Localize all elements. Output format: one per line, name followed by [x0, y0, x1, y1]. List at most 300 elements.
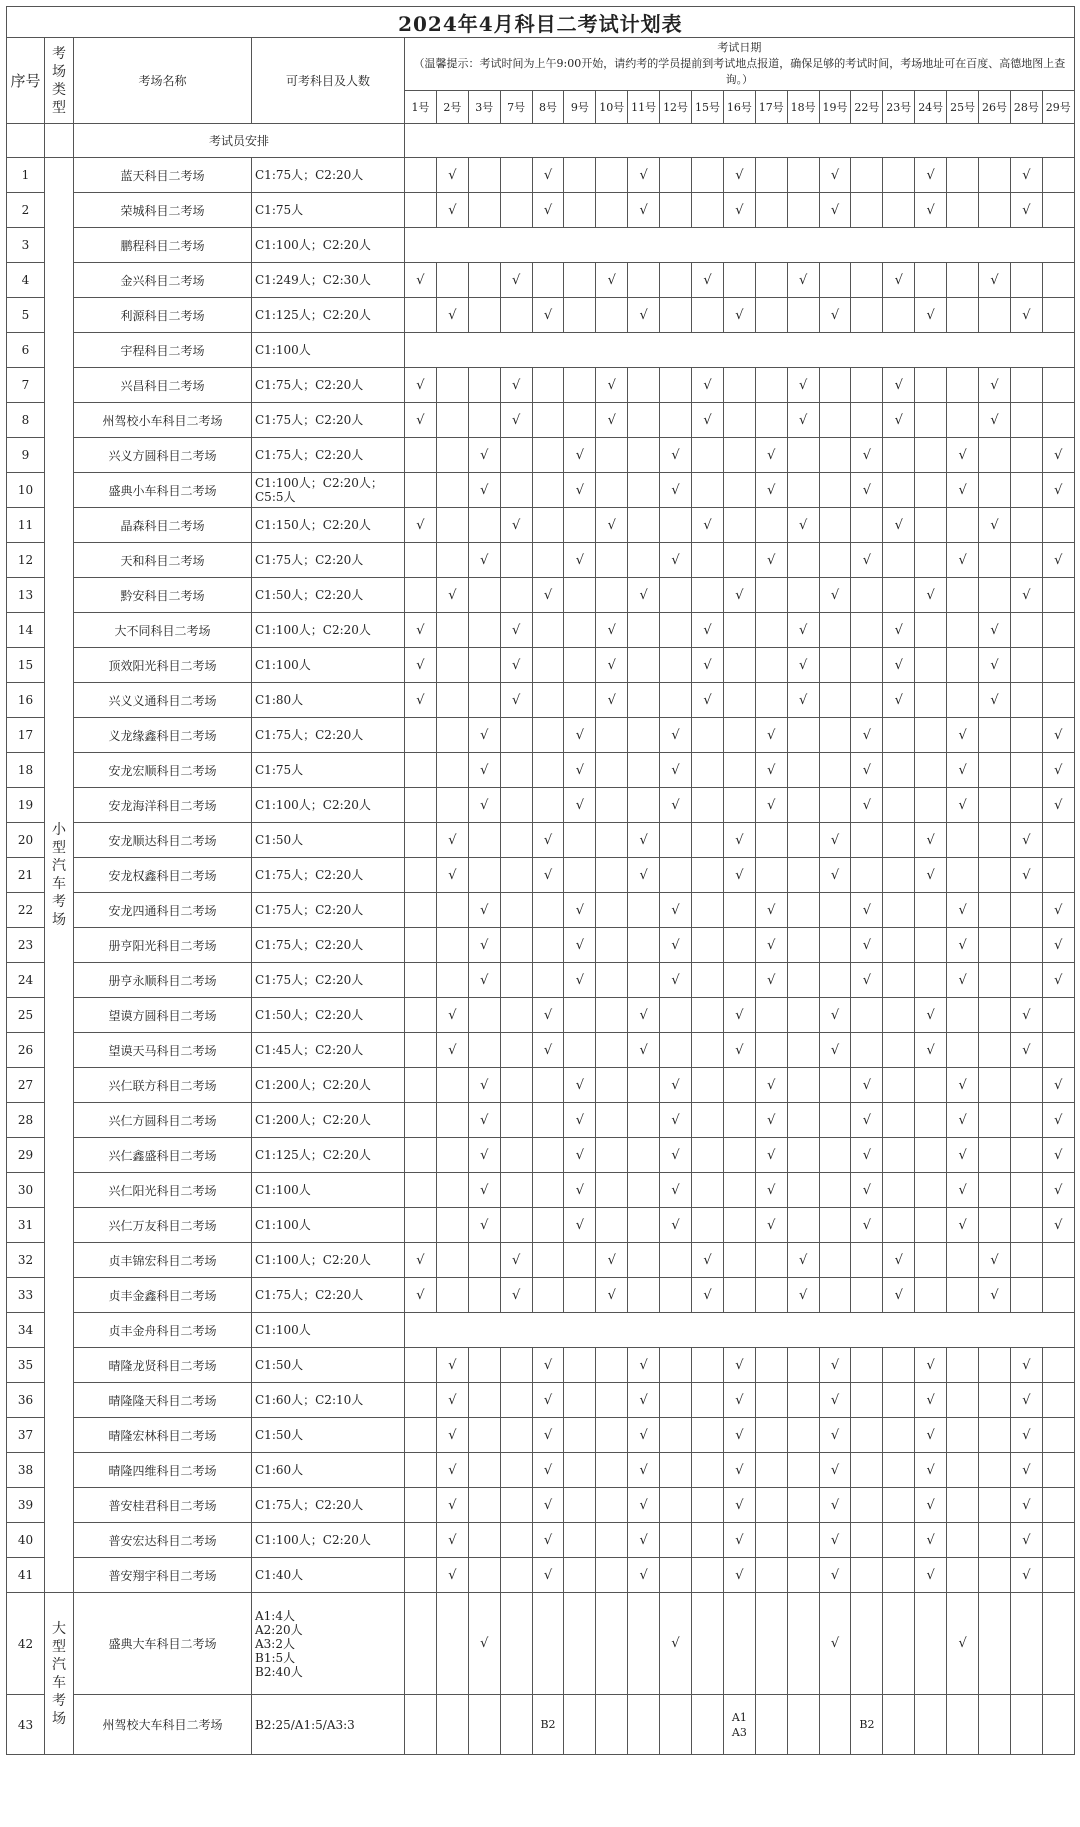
- date-cell: [660, 858, 692, 893]
- check-mark: √: [692, 683, 724, 718]
- date-cell: [596, 1453, 628, 1488]
- date-cell: [628, 403, 660, 438]
- check-mark: √: [660, 1593, 692, 1695]
- date-cell: [1042, 1348, 1074, 1383]
- check-mark: √: [787, 508, 819, 543]
- date-cell: [883, 1068, 915, 1103]
- check-mark: √: [819, 1348, 851, 1383]
- date-cell: [596, 823, 628, 858]
- date-cell: [979, 1173, 1011, 1208]
- date-cell: [596, 788, 628, 823]
- date-cell: [596, 1208, 628, 1243]
- check-mark: √: [915, 1453, 947, 1488]
- date-cell: [660, 1488, 692, 1523]
- date-cell: [787, 788, 819, 823]
- check-mark: √: [915, 1523, 947, 1558]
- date-cell: [405, 718, 437, 753]
- date-cell: [500, 1068, 532, 1103]
- date-cell: [915, 928, 947, 963]
- date-cell: [851, 1558, 883, 1593]
- check-mark: √: [1010, 1523, 1042, 1558]
- date-cell: [468, 1523, 500, 1558]
- row-number: 9: [7, 438, 45, 473]
- date-cell: [660, 368, 692, 403]
- table-row: [7, 1523, 1075, 1558]
- date-cell: [883, 1488, 915, 1523]
- date-cell: [532, 368, 564, 403]
- date-cell: [532, 963, 564, 998]
- date-cell: [915, 893, 947, 928]
- date-cell: [532, 893, 564, 928]
- date-cell: [755, 1695, 787, 1755]
- date-cell: [979, 858, 1011, 893]
- date-cell: [564, 858, 596, 893]
- table-row: [7, 718, 1075, 753]
- check-mark: √: [787, 403, 819, 438]
- check-mark: √: [468, 928, 500, 963]
- row-number: 1: [7, 158, 45, 193]
- date-cell: [500, 1173, 532, 1208]
- table-row: [7, 578, 1075, 613]
- date-cell: [787, 1173, 819, 1208]
- check-mark: √: [436, 193, 468, 228]
- date-cell: [405, 1173, 437, 1208]
- date-cell: [755, 1593, 787, 1695]
- venue-seats: C1:75人；C2:20人: [252, 368, 405, 403]
- date-cell: [660, 263, 692, 298]
- check-mark: √: [851, 473, 883, 508]
- check-mark: √: [405, 403, 437, 438]
- table-row: [7, 648, 1075, 683]
- date-cell: [979, 1488, 1011, 1523]
- date-cell: [405, 1138, 437, 1173]
- date-cell: [692, 1173, 724, 1208]
- date-cell: [692, 1418, 724, 1453]
- check-mark: √: [436, 578, 468, 613]
- date-cell: [436, 263, 468, 298]
- date-cell: [723, 893, 755, 928]
- date-cell: [915, 718, 947, 753]
- check-mark: √: [915, 578, 947, 613]
- date-cell: [1042, 1243, 1074, 1278]
- check-mark: √: [500, 263, 532, 298]
- date-cell: [915, 648, 947, 683]
- check-mark: √: [500, 508, 532, 543]
- date-cell: [596, 1103, 628, 1138]
- check-mark: √: [1010, 1488, 1042, 1523]
- table-row: [7, 403, 1075, 438]
- date-cell: [692, 928, 724, 963]
- check-mark: √: [405, 613, 437, 648]
- venue-name: 州驾校小车科目二考场: [74, 403, 252, 438]
- venue-seats: C1:75人；C2:20人: [252, 928, 405, 963]
- check-mark: √: [755, 1068, 787, 1103]
- date-cell: [787, 1558, 819, 1593]
- date-cell: [1042, 858, 1074, 893]
- check-mark: √: [915, 298, 947, 333]
- venue-seats: C1:50人；C2:20人: [252, 998, 405, 1033]
- examiner-cells: [405, 124, 1075, 158]
- date-cell: [468, 1453, 500, 1488]
- date-cell: [405, 858, 437, 893]
- date-cell: [947, 1695, 979, 1755]
- venue-name: 宇程科目二考场: [74, 333, 252, 368]
- date-cell: [436, 613, 468, 648]
- check-mark: √: [436, 298, 468, 333]
- date-cell: [405, 438, 437, 473]
- date-cell: [1010, 928, 1042, 963]
- date-cell: [1010, 1278, 1042, 1313]
- check-mark: √: [1010, 1453, 1042, 1488]
- check-mark: √: [1010, 1033, 1042, 1068]
- check-mark: √: [915, 193, 947, 228]
- date-cell: [405, 1523, 437, 1558]
- date-cell: [692, 1208, 724, 1243]
- check-mark: √: [979, 1278, 1011, 1313]
- header-seq: 序号: [7, 38, 45, 124]
- date-cell: [787, 1418, 819, 1453]
- date-cell: [468, 998, 500, 1033]
- date-cell: [947, 578, 979, 613]
- check-mark: √: [819, 298, 851, 333]
- venue-type-cell: 小 型 汽 车 考 场: [45, 158, 74, 1593]
- date-cell: [1042, 1383, 1074, 1418]
- date-cell: [500, 753, 532, 788]
- date-cell: [660, 1348, 692, 1383]
- date-cell: [628, 1278, 660, 1313]
- date-cell: [947, 1278, 979, 1313]
- check-mark: √: [819, 1383, 851, 1418]
- check-mark: √: [947, 1173, 979, 1208]
- row-number: 14: [7, 613, 45, 648]
- check-mark: √: [628, 998, 660, 1033]
- date-cell: [851, 1278, 883, 1313]
- check-mark: √: [468, 438, 500, 473]
- date-cell: [692, 438, 724, 473]
- date-cell: [883, 1453, 915, 1488]
- date-cell: [468, 1348, 500, 1383]
- date-cell: [405, 1383, 437, 1418]
- date-cell: [883, 1558, 915, 1593]
- date-cell: [660, 1695, 692, 1755]
- check-mark: √: [532, 1383, 564, 1418]
- date-cell: B2: [532, 1695, 564, 1755]
- date-cell: [723, 508, 755, 543]
- date-cell: [1042, 403, 1074, 438]
- date-cell: [405, 1488, 437, 1523]
- table-row: [7, 263, 1075, 298]
- check-mark: √: [787, 648, 819, 683]
- date-cell: [692, 543, 724, 578]
- check-mark: √: [851, 1068, 883, 1103]
- check-mark: √: [851, 1173, 883, 1208]
- date-cell: [692, 998, 724, 1033]
- date-cell: [723, 788, 755, 823]
- check-mark: √: [851, 893, 883, 928]
- header-seats: 可考科目及人数: [252, 38, 405, 124]
- date-cell: [947, 1558, 979, 1593]
- date-cell: [1010, 508, 1042, 543]
- check-mark: √: [628, 1418, 660, 1453]
- table-row: [7, 298, 1075, 333]
- check-mark: √: [979, 508, 1011, 543]
- venue-seats: C1:249人；C2:30人: [252, 263, 405, 298]
- date-cell: [1042, 1418, 1074, 1453]
- check-mark: √: [851, 753, 883, 788]
- check-mark: √: [755, 753, 787, 788]
- venue-name: 金兴科目二考场: [74, 263, 252, 298]
- date-cell: [660, 193, 692, 228]
- check-mark: √: [405, 368, 437, 403]
- check-mark: √: [947, 928, 979, 963]
- date-cell: [787, 543, 819, 578]
- venue-seats: C1:50人；C2:20人: [252, 578, 405, 613]
- date-cell: [405, 1348, 437, 1383]
- date-cell: [500, 1418, 532, 1453]
- check-mark: √: [1010, 298, 1042, 333]
- check-mark: √: [1010, 158, 1042, 193]
- check-mark: √: [692, 613, 724, 648]
- date-cell: [500, 543, 532, 578]
- table-row: [7, 1383, 1075, 1418]
- date-cell: [787, 1523, 819, 1558]
- check-mark: √: [436, 1033, 468, 1068]
- venue-name: 兴义方圆科目二考场: [74, 438, 252, 473]
- venue-name: 安龙权鑫科目二考场: [74, 858, 252, 893]
- examiner-label: 考试员安排: [74, 124, 405, 158]
- date-cell: [596, 718, 628, 753]
- check-mark: √: [1010, 578, 1042, 613]
- date-cell: [564, 508, 596, 543]
- check-mark: √: [915, 1348, 947, 1383]
- date-cell: [692, 788, 724, 823]
- date-cell: [405, 1033, 437, 1068]
- date-cell: [596, 1593, 628, 1695]
- date-cell: [883, 473, 915, 508]
- check-mark: √: [819, 823, 851, 858]
- date-cell: [819, 718, 851, 753]
- date-cell: [915, 963, 947, 998]
- check-mark: √: [787, 1278, 819, 1313]
- date-cell: [915, 438, 947, 473]
- check-mark: √: [979, 403, 1011, 438]
- check-mark: √: [755, 1138, 787, 1173]
- date-cell: [628, 1695, 660, 1755]
- date-cell: [787, 858, 819, 893]
- date-cell: [915, 1695, 947, 1755]
- date-cell: [500, 438, 532, 473]
- date-cell: [979, 1068, 1011, 1103]
- date-cell: [628, 263, 660, 298]
- check-mark: √: [692, 368, 724, 403]
- date-cell: [628, 1593, 660, 1695]
- date-cell: [532, 543, 564, 578]
- check-mark: √: [1042, 438, 1074, 473]
- date-cell: [883, 858, 915, 893]
- date-cell: [883, 298, 915, 333]
- check-mark: √: [468, 1103, 500, 1138]
- check-mark: √: [819, 158, 851, 193]
- date-cell: [564, 1418, 596, 1453]
- date-cell: [883, 438, 915, 473]
- date-cell: [819, 963, 851, 998]
- venue-name: 兴昌科目二考场: [74, 368, 252, 403]
- row-number: 4: [7, 263, 45, 298]
- check-mark: √: [532, 858, 564, 893]
- table-row: [7, 858, 1075, 893]
- date-cell: [819, 1173, 851, 1208]
- merged-date-cell: [405, 333, 1075, 368]
- date-cell: [468, 1558, 500, 1593]
- check-mark: √: [660, 1208, 692, 1243]
- date-cell: [660, 823, 692, 858]
- venue-seats: C1:80人: [252, 683, 405, 718]
- date-cell: [947, 508, 979, 543]
- table-row: [7, 1313, 1075, 1348]
- date-cell: [500, 1523, 532, 1558]
- day-header: 22号: [851, 91, 883, 124]
- date-cell: [1042, 1033, 1074, 1068]
- date-cell: [883, 788, 915, 823]
- row-number: 31: [7, 1208, 45, 1243]
- date-cell: [979, 1523, 1011, 1558]
- date-cell: [596, 1033, 628, 1068]
- date-cell: [628, 963, 660, 998]
- date-cell: [532, 473, 564, 508]
- venue-seats: A1:4人 A2:20人 A3:2人 B1:5人 B2:40人: [252, 1593, 405, 1695]
- date-cell: [851, 298, 883, 333]
- venue-seats: C1:150人；C2:20人: [252, 508, 405, 543]
- date-cell: [564, 1453, 596, 1488]
- check-mark: √: [723, 858, 755, 893]
- venue-name: 州驾校大车科目二考场: [74, 1695, 252, 1755]
- date-cell: [787, 928, 819, 963]
- date-cell: [405, 1558, 437, 1593]
- venue-seats: C1:75人；C2:20人: [252, 438, 405, 473]
- date-cell: [979, 1138, 1011, 1173]
- header-dates: [405, 38, 1075, 91]
- row-number: 18: [7, 753, 45, 788]
- check-mark: √: [755, 718, 787, 753]
- date-cell: [883, 1418, 915, 1453]
- check-mark: √: [755, 1173, 787, 1208]
- check-mark: √: [564, 1173, 596, 1208]
- date-cell: [436, 1243, 468, 1278]
- check-mark: √: [628, 1523, 660, 1558]
- check-mark: √: [915, 1033, 947, 1068]
- date-cell: [468, 1243, 500, 1278]
- date-cell: [564, 613, 596, 648]
- date-cell: [819, 613, 851, 648]
- table-row: [7, 333, 1075, 368]
- check-mark: √: [755, 893, 787, 928]
- row-number: 11: [7, 508, 45, 543]
- check-mark: √: [660, 1138, 692, 1173]
- check-mark: √: [819, 1488, 851, 1523]
- table-row: [7, 1418, 1075, 1453]
- check-mark: √: [596, 263, 628, 298]
- check-mark: √: [723, 1348, 755, 1383]
- date-cell: [915, 1593, 947, 1695]
- date-cell: [851, 1243, 883, 1278]
- date-cell: [787, 1695, 819, 1755]
- date-cell: [755, 263, 787, 298]
- venue-seats: C1:75人；C2:20人: [252, 1278, 405, 1313]
- date-cell: [596, 1488, 628, 1523]
- date-cell: [564, 998, 596, 1033]
- table-row: [7, 893, 1075, 928]
- date-cell: [883, 753, 915, 788]
- date-cell: [1042, 263, 1074, 298]
- date-cell: [692, 1068, 724, 1103]
- venue-name: 晴隆四维科目二考场: [74, 1453, 252, 1488]
- check-mark: √: [1010, 858, 1042, 893]
- date-cell: [851, 263, 883, 298]
- date-cell: [532, 263, 564, 298]
- day-header: 11号: [628, 91, 660, 124]
- examiner-blank-2: [45, 124, 74, 158]
- date-cell: [1042, 1558, 1074, 1593]
- date-cell: [405, 963, 437, 998]
- day-header: 3号: [468, 91, 500, 124]
- date-cell: [405, 158, 437, 193]
- date-cell: [405, 1593, 437, 1695]
- date-cell: [787, 193, 819, 228]
- date-cell: [436, 648, 468, 683]
- date-cell: [500, 1348, 532, 1383]
- row-number: 13: [7, 578, 45, 613]
- check-mark: √: [723, 298, 755, 333]
- date-cell: [532, 508, 564, 543]
- date-cell: [532, 403, 564, 438]
- check-mark: √: [755, 543, 787, 578]
- check-mark: √: [660, 1068, 692, 1103]
- date-cell: [883, 1523, 915, 1558]
- check-mark: √: [436, 158, 468, 193]
- check-mark: √: [723, 1488, 755, 1523]
- date-cell: [436, 683, 468, 718]
- check-mark: √: [947, 718, 979, 753]
- row-number: 32: [7, 1243, 45, 1278]
- check-mark: √: [947, 1138, 979, 1173]
- check-mark: √: [1010, 1418, 1042, 1453]
- date-cell: [628, 508, 660, 543]
- date-cell: [596, 1558, 628, 1593]
- venue-seats: C1:100人: [252, 1313, 405, 1348]
- check-mark: √: [405, 508, 437, 543]
- date-cell: [564, 263, 596, 298]
- day-header: 9号: [564, 91, 596, 124]
- check-mark: √: [1042, 963, 1074, 998]
- table-row: [7, 158, 1075, 193]
- check-mark: √: [787, 263, 819, 298]
- date-cell: [1010, 1173, 1042, 1208]
- check-mark: √: [1042, 1208, 1074, 1243]
- date-cell: [787, 753, 819, 788]
- date-cell: [436, 1695, 468, 1755]
- date-cell: [915, 753, 947, 788]
- date-cell: [564, 158, 596, 193]
- table-row: [7, 683, 1075, 718]
- date-cell: [979, 193, 1011, 228]
- date-cell: [755, 1348, 787, 1383]
- venue-name: 晴隆隆天科目二考场: [74, 1383, 252, 1418]
- date-cell: [405, 1418, 437, 1453]
- date-cell: [1010, 368, 1042, 403]
- check-mark: √: [436, 998, 468, 1033]
- date-cell: [947, 1033, 979, 1068]
- table-row: [7, 823, 1075, 858]
